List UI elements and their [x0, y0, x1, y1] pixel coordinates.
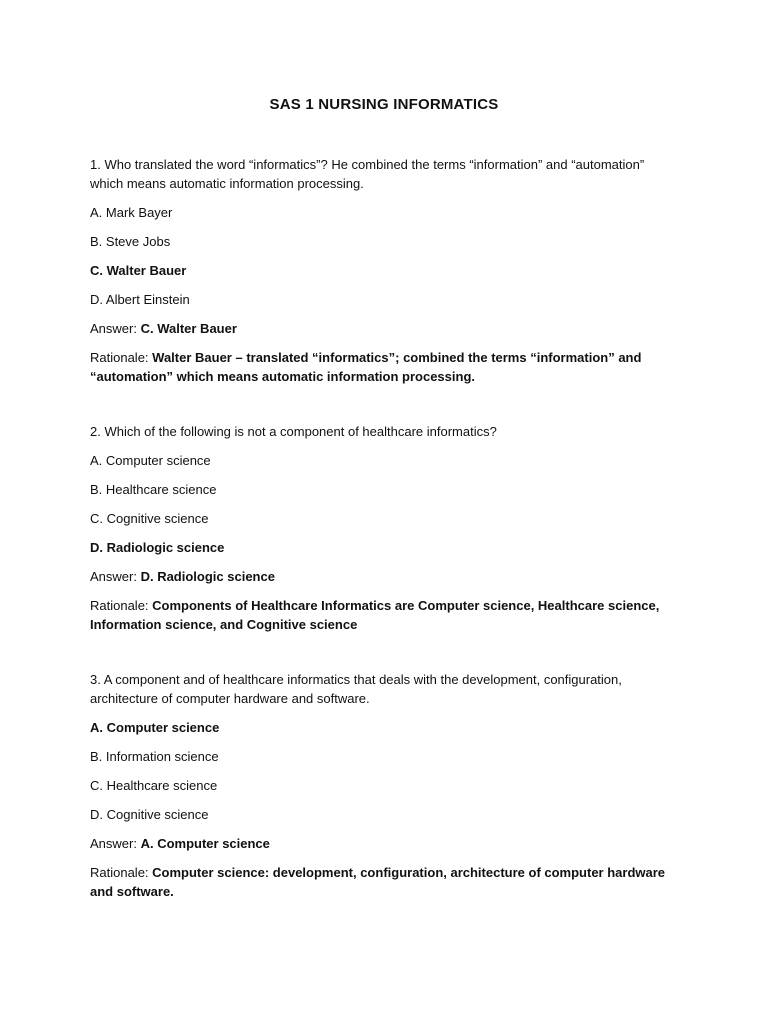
- option-c: C. Healthcare science: [90, 778, 218, 793]
- option-a: A. Computer science: [90, 453, 211, 468]
- rationale-line: [90, 596, 680, 634]
- question-block-3: [90, 670, 680, 901]
- option-a: A. Mark Bayer: [90, 205, 173, 220]
- answer-label: Answer:: [90, 569, 141, 584]
- option-a: A. Computer science: [90, 720, 220, 735]
- option-d: D. Radiologic science: [90, 540, 225, 555]
- answer-label: Answer:: [90, 836, 141, 851]
- rationale-value: Components of Healthcare Informatics are Computer science, Healthcare science, Information science, and Cognitive science: [90, 598, 660, 632]
- option-b: B. Healthcare science: [90, 482, 217, 497]
- rationale-line: [90, 348, 680, 386]
- rationale-label: Rationale:: [90, 865, 153, 880]
- option-c: C. Walter Bauer: [90, 263, 187, 278]
- question-text: 1. Who translated the word “informatics”? He combined the terms “information” and “automation” which means automatic information processing.: [90, 157, 645, 191]
- question-text: 2. Which of the following is not a component of healthcare informatics?: [90, 424, 497, 439]
- option-b: B. Steve Jobs: [90, 234, 171, 249]
- question-block-1: [90, 155, 680, 386]
- answer-line: [90, 319, 680, 338]
- question-text: 3. A component and of healthcare informatics that deals with the development, configuration, architecture of computer hardware and software.: [90, 672, 622, 706]
- question-list: [90, 155, 680, 937]
- answer-line: [90, 567, 680, 586]
- rationale-line: [90, 863, 680, 901]
- document-title: SAS 1 NURSING INFORMATICS: [269, 96, 499, 113]
- option-b: B. Information science: [90, 749, 219, 764]
- answer-label: Answer:: [90, 321, 141, 336]
- rationale-value: Walter Bauer – translated “informatics”; combined the terms “information” and “automation” which means automatic information processing.: [90, 350, 642, 384]
- rationale-label: Rationale:: [90, 350, 153, 365]
- answer-line: [90, 834, 680, 853]
- question-block-2: [90, 422, 680, 634]
- answer-value: D. Radiologic science: [140, 569, 275, 584]
- option-c: C. Cognitive science: [90, 511, 209, 526]
- answer-value: C. Walter Bauer: [140, 321, 237, 336]
- rationale-label: Rationale:: [90, 598, 153, 613]
- answer-value: A. Computer science: [140, 836, 270, 851]
- option-d: D. Cognitive science: [90, 807, 209, 822]
- rationale-value: Computer science: development, configuration, architecture of computer hardware and software.: [90, 865, 666, 899]
- option-d: D. Albert Einstein: [90, 292, 190, 307]
